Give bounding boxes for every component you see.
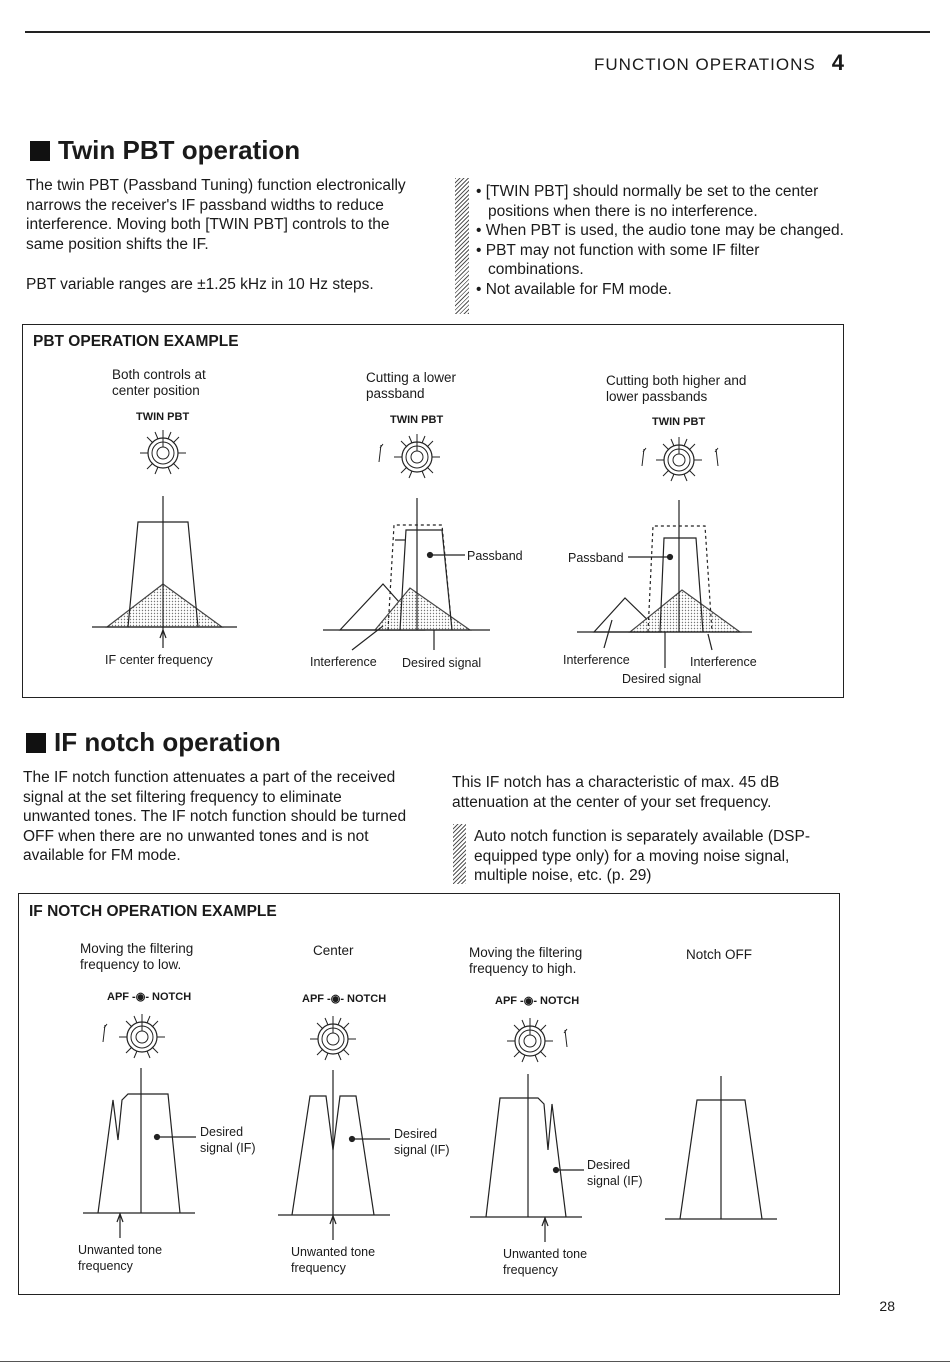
knob-label: APF -◉- NOTCH <box>302 993 387 1005</box>
notch-caption-4: Notch OFF <box>686 947 753 962</box>
header-section: FUNCTION OPERATIONS <box>594 55 816 74</box>
twin-pbt-knob-icon <box>140 430 186 474</box>
label-passband: Passband <box>568 551 624 565</box>
notch-diagram-off <box>665 1076 777 1219</box>
label-unwanted-tone: Unwanted tone frequency <box>291 1245 376 1275</box>
pbt-caption-1: Both controls at center position <box>112 367 206 398</box>
if-notch-para2: This IF notch has a characteristic of max. 45 dB attenuation at the center of your set frequency. <box>452 774 780 811</box>
pbt-example-title: PBT OPERATION EXAMPLE <box>33 333 239 350</box>
knob-label: APF -◉- NOTCH <box>495 995 580 1007</box>
notch-caption-1: Moving the filtering frequency to low. <box>80 941 194 972</box>
header-chapter: 4 <box>831 50 845 75</box>
twin-pbt-knob-icon <box>656 437 702 481</box>
label-desired-if: Desired signal (IF) <box>394 1127 450 1157</box>
notch-diagram-center <box>278 1070 390 1240</box>
knob-label: TWIN PBT <box>652 416 706 428</box>
pbt-caption-2: Cutting a lower passband <box>366 370 457 401</box>
bullet-item: • When PBT is used, the audio tone may be changed. <box>476 222 844 239</box>
if-notch-para1: The IF notch function attenuates a part of the received signal at the set filtering frequency to eliminate unwanted tones. The IF notch function should be turned OFF when there are no unwanted tones and is not available for FM mode. <box>23 769 407 864</box>
rotate-arrow-icon <box>642 448 646 466</box>
notch-diagram-low <box>83 1068 196 1238</box>
twin-pbt-para2: PBT variable ranges are ±1.25 kHz in 10 Hz steps. <box>26 276 374 293</box>
if-notch-note: Auto notch function is separately available (DSP-equipped type only) for a moving noise signal, multiple noise, etc. (p. 29) <box>474 828 811 884</box>
notch-caption-3: Moving the filtering frequency to high. <box>469 945 583 976</box>
rotate-arrow-icon <box>564 1029 567 1047</box>
bullet-item: • PBT may not function with some IF filter combinations. <box>476 241 760 278</box>
pbt-caption-3: Cutting both higher and lower passbands <box>606 373 747 404</box>
knob-label: TWIN PBT <box>136 411 190 423</box>
rotate-arrow-icon <box>103 1024 107 1042</box>
knob-label: APF -◉- NOTCH <box>107 991 192 1003</box>
label-desired-if: Desired signal (IF) <box>587 1158 643 1188</box>
notch-diagram-high <box>470 1074 584 1242</box>
label-interference: Interference <box>563 653 630 667</box>
notch-caption-2: Center <box>313 943 354 958</box>
page-number: 28 <box>879 1298 895 1314</box>
label-if-center: IF center frequency <box>105 653 213 667</box>
apf-notch-knob-icon <box>119 1014 165 1058</box>
rotate-arrow-icon <box>715 448 718 466</box>
twin-pbt-title-text: Twin PBT operation <box>58 135 301 165</box>
pbt-diagram-both-cut <box>577 500 752 668</box>
label-desired-signal: Desired signal <box>622 672 702 686</box>
knob-label: TWIN PBT <box>390 414 444 426</box>
notch-example-title: IF NOTCH OPERATION EXAMPLE <box>29 903 277 920</box>
label-desired-signal: Desired signal <box>402 656 482 670</box>
pbt-diagram-lower-cut <box>323 498 490 650</box>
label-passband: Passband <box>467 549 523 563</box>
label-unwanted-tone: Unwanted tone frequency <box>78 1243 163 1273</box>
label-interference: Interference <box>310 655 377 669</box>
rotate-arrow-icon <box>379 444 383 462</box>
twin-pbt-para1: The twin PBT (Passband Tuning) function electronically narrows the receiver's IF passband widths to reduce interference. Moving both [TWIN PBT] controls to the same position shifts the IF. <box>26 177 406 253</box>
label-unwanted-tone: Unwanted tone frequency <box>503 1247 588 1277</box>
label-interference: Interference <box>690 655 757 669</box>
if-notch-title-text: IF notch operation <box>54 727 281 757</box>
apf-notch-knob-icon <box>507 1018 553 1062</box>
pbt-diagram-center <box>92 496 237 648</box>
bullet-item: • [TWIN PBT] should normally be set to the center positions when there is no interference. <box>476 183 819 220</box>
twin-pbt-knob-icon <box>394 434 440 478</box>
apf-notch-knob-icon <box>310 1016 356 1060</box>
label-desired-if: Desired signal (IF) <box>200 1125 256 1155</box>
bullet-item: • Not available for FM mode. <box>476 280 672 298</box>
